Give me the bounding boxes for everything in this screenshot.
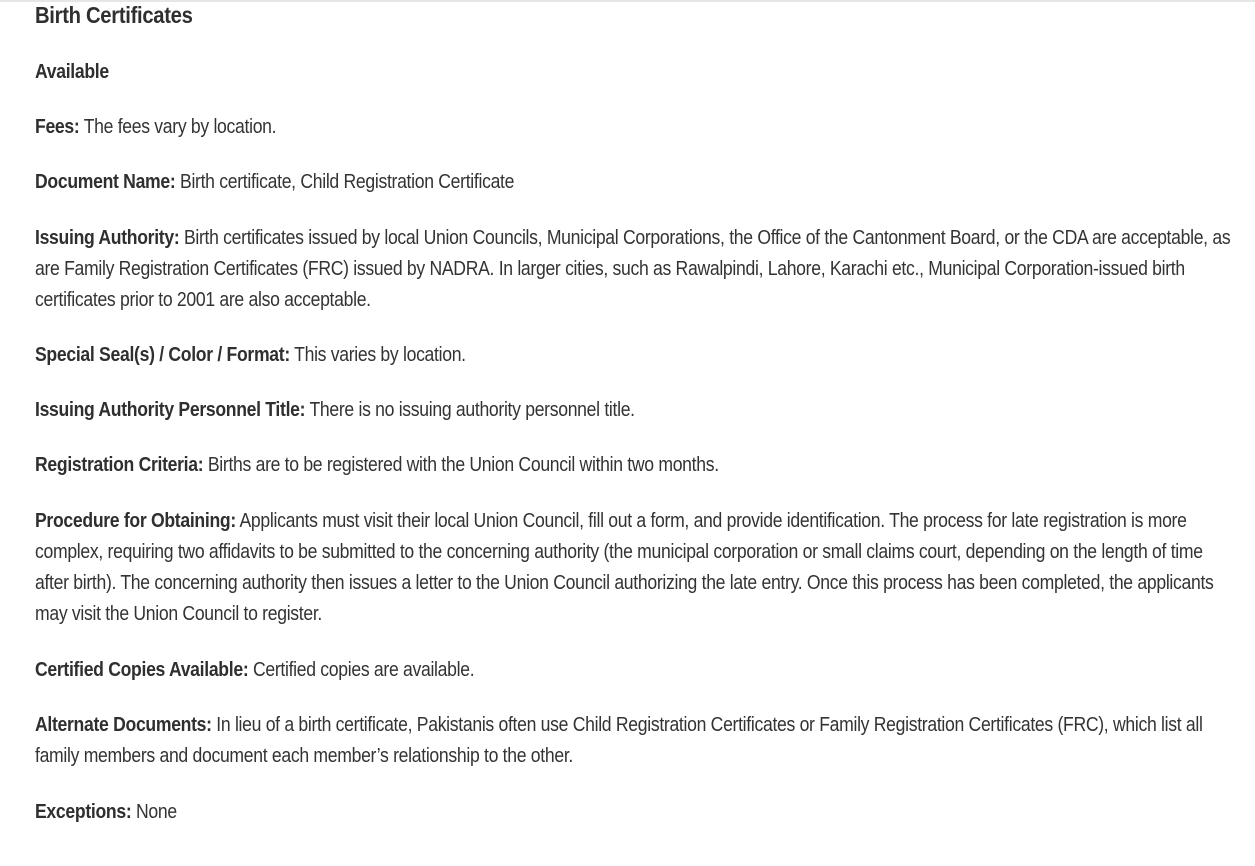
field-value: There is no issuing authority personnel title. xyxy=(305,399,635,421)
field-label: Certified Copies Available: xyxy=(35,659,249,681)
field-value: Birth certificate, Child Registration Certificate xyxy=(175,171,515,193)
field-value: Certified copies are available. xyxy=(248,659,475,681)
field-value: None xyxy=(131,801,177,823)
field-issuing-authority xyxy=(35,223,1234,316)
field-value: Births are to be registered with the Union Council within two months. xyxy=(203,454,719,476)
field-value: Birth certificates issued by local Union Councils, Municipal Corporations, the Office of the Cantonment Board, or the CDA are acceptable, as are Family Registration Certificates (FRC) issued by NADRA. In larger cities, such as Rawalpindi, Lahore, Karachi etc., Municipal Corporation-issued birth certificates prior to 2001 are also acceptable. xyxy=(35,227,1231,311)
field-label: Issuing Authority: xyxy=(35,227,180,249)
field-label: Exceptions: xyxy=(35,801,132,823)
field-label: Special Seal(s) / Color / Format: xyxy=(35,344,290,366)
field-label: Document Name: xyxy=(35,171,176,193)
document-content xyxy=(35,0,1234,828)
field-label: Alternate Documents: xyxy=(35,714,212,736)
field-value: In lieu of a birth certificate, Pakistanis often use Child Registration Certificates or Family Registration Certificates (FRC), which list all family members and document each member’s relationship to the other. xyxy=(35,714,1203,767)
field-label: Issuing Authority Personnel Title: xyxy=(35,399,306,421)
availability-label: Available xyxy=(35,61,109,83)
field-fees xyxy=(35,112,1234,143)
field-value: Applicants must visit their local Union Council, fill out a form, and provide identification. The process for late registration is more complex, requiring two affidavits to be submitted to the concerning authority (the municipal corporation or small claims court, depending on the length of time after birth). The concerning authority then issues a letter to the Union Council authorizing the late entry. Once this process has been completed, the applicants may visit the Union Council to register. xyxy=(35,510,1214,625)
field-procedure xyxy=(35,506,1234,630)
field-label: Fees: xyxy=(35,116,80,138)
field-label: Procedure for Obtaining: xyxy=(35,510,236,532)
availability-status xyxy=(35,57,1234,88)
page-title: Birth Certificates xyxy=(35,2,193,28)
field-value: This varies by location. xyxy=(289,344,466,366)
field-exceptions xyxy=(35,797,1234,828)
field-special-seal xyxy=(35,340,1234,371)
field-document-name xyxy=(35,167,1234,198)
field-personnel-title xyxy=(35,395,1234,426)
field-alternate-documents xyxy=(35,710,1234,772)
field-label: Registration Criteria: xyxy=(35,454,204,476)
field-value: The fees vary by location. xyxy=(79,116,277,138)
field-registration-criteria xyxy=(35,450,1234,481)
field-certified-copies xyxy=(35,655,1234,686)
